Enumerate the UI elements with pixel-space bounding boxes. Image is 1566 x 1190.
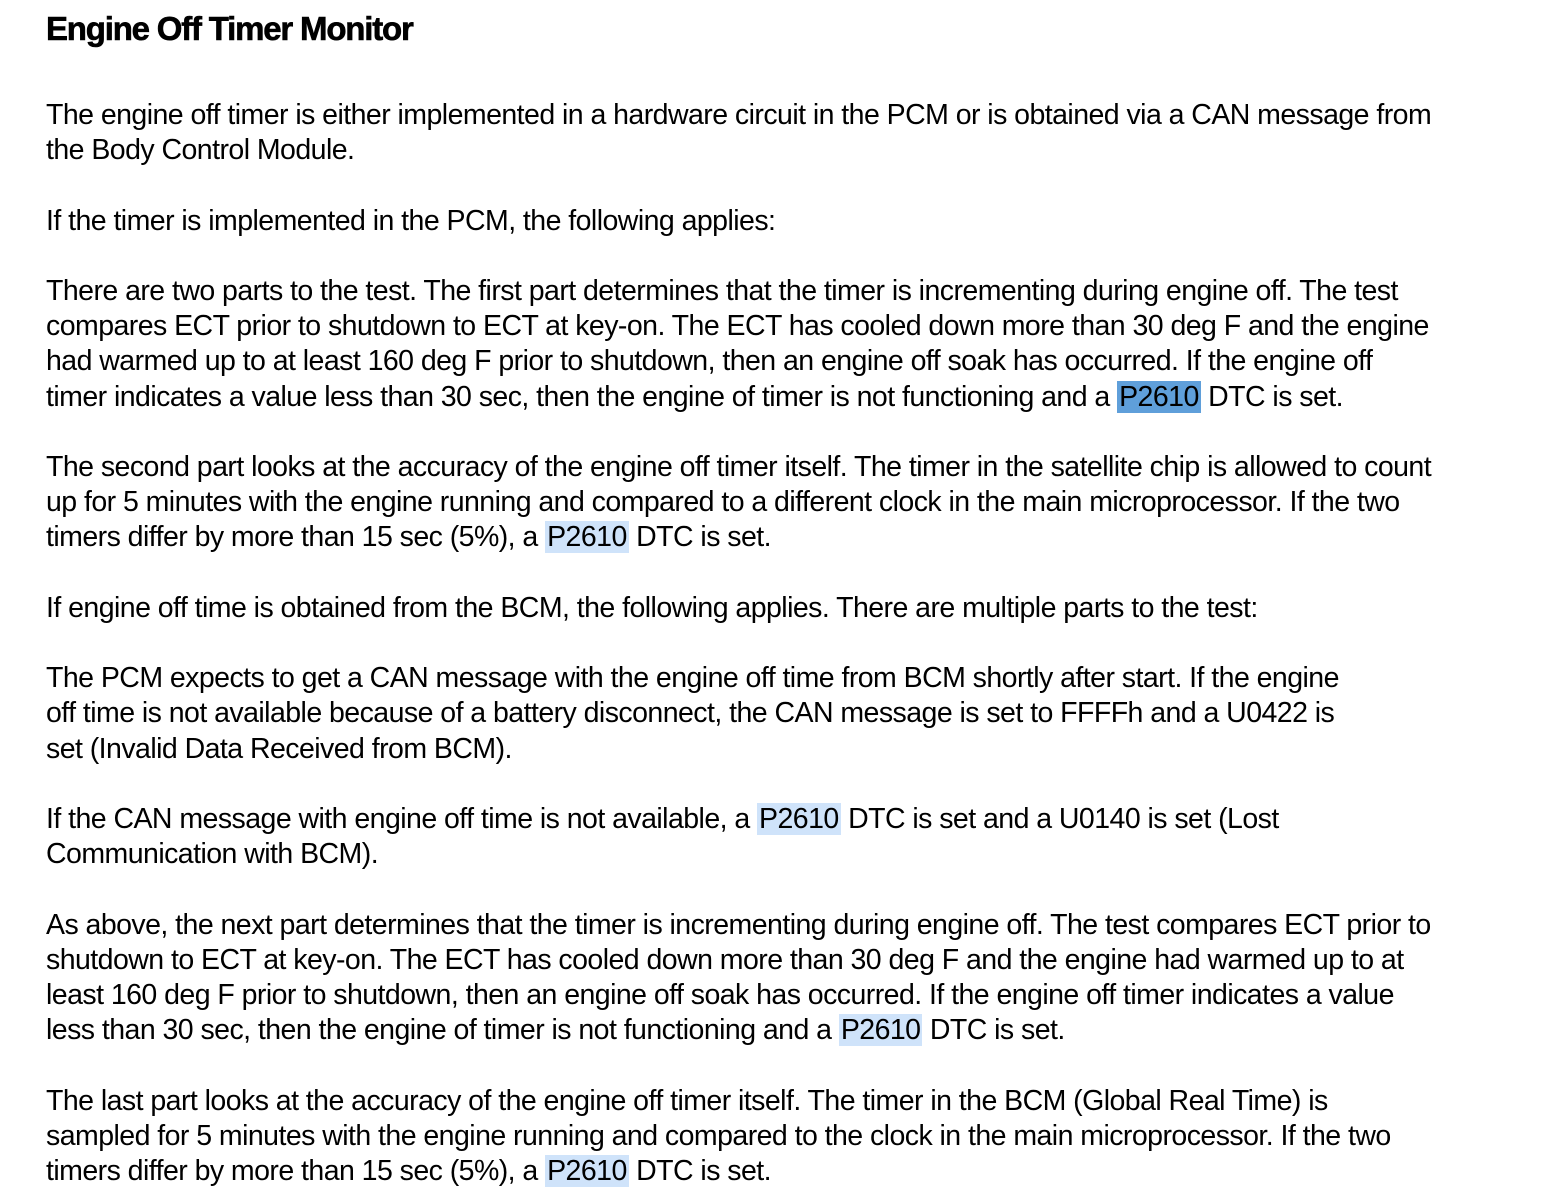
text-line: least 160 deg F prior to shutdown, then an engine off soak has occurred. If the engine off timer indicates a value <box>46 978 1394 1011</box>
document <box>46 8 1526 1189</box>
search-match[interactable]: P2610 <box>840 1014 921 1047</box>
text-line: If the timer is implemented in the PCM, the following applies: <box>46 204 776 237</box>
text-run: DTC is set. <box>628 521 772 554</box>
text-line <box>46 380 1526 415</box>
search-match[interactable]: P2610 <box>759 802 839 835</box>
text-run: timers differ by more than 15 sec (5%), a <box>46 521 546 554</box>
paragraph-can-not-available <box>46 802 1526 872</box>
text-run: DTC is set. <box>628 1154 772 1187</box>
text-line: The second part looks at the accuracy of the engine off timer itself. The timer in the satellite chip is allowed to count <box>46 450 1432 483</box>
text-line: The last part looks at the accuracy of the engine off timer itself. The timer in the BCM (Global Real Time) is <box>46 1084 1328 1117</box>
text-line: set (Invalid Data Received from BCM). <box>46 732 512 765</box>
text-run: timer indicates a value less than 30 sec, then the engine of timer is not functioning and a <box>46 380 1118 413</box>
text-line: The engine off timer is either implemented in a hardware circuit in the PCM or is obtained via a CAN message from <box>46 99 1432 131</box>
text-line <box>46 802 1526 837</box>
paragraph-test-part-one <box>46 274 1526 415</box>
text-line: off time is not available because of a battery disconnect, the CAN message is set to FFFFh and a U0422 is <box>46 697 1335 730</box>
paragraph-last-part <box>46 1084 1526 1190</box>
text-line: sampled for 5 minutes with the engine running and compared to the clock in the main microprocessor. If the two <box>46 1119 1391 1152</box>
text-run: DTC is set. <box>922 1014 1065 1047</box>
search-match-selected[interactable]: P2610 <box>1119 380 1199 413</box>
text-line: shutdown to ECT at key-on. The ECT has cooled down more than 30 deg F and the engine had warmed up to at <box>46 943 1404 976</box>
paragraph-can-message <box>46 661 1526 767</box>
text-line: The PCM expects to get a CAN message with the engine off time from BCM shortly after start. If the engine <box>46 662 1339 695</box>
search-match[interactable]: P2610 <box>547 521 627 554</box>
text-line: up for 5 minutes with the engine running and compared to a different clock in the main microprocessor. If the two <box>46 486 1400 519</box>
text-run: less than 30 sec, then the engine of timer is not functioning and a <box>46 1014 839 1047</box>
paragraph-pcm-applies <box>46 204 1526 239</box>
paragraph-bcm-applies <box>46 591 1526 626</box>
text-line: the Body Control Module. <box>46 134 355 167</box>
text-line: There are two parts to the test. The first part determines that the timer is incrementing during engine off. The test <box>46 274 1398 307</box>
document-title: Engine Off Timer Monitor <box>46 10 413 47</box>
text-run: DTC is set. <box>1200 380 1343 413</box>
text-line: compares ECT prior to shutdown to ECT at key-on. The ECT has cooled down more than 30 deg F and the engine <box>46 310 1429 343</box>
search-match[interactable]: P2610 <box>547 1154 627 1187</box>
text-run: DTC is set and a U0140 is set (Lost <box>840 802 1279 835</box>
text-line <box>46 1013 1526 1048</box>
paragraph-next-part <box>46 908 1526 1049</box>
paragraph-intro <box>46 98 1526 168</box>
text-line <box>46 520 1526 555</box>
text-run: If the CAN message with engine off time is not available, a <box>46 802 758 835</box>
text-run: timers differ by more than 15 sec (5%), a <box>46 1154 546 1187</box>
text-line: If engine off time is obtained from the BCM, the following applies. There are multiple parts to the test: <box>46 591 1258 624</box>
text-line <box>46 1154 1526 1189</box>
paragraph-test-part-two <box>46 450 1526 556</box>
text-line: As above, the next part determines that the timer is incrementing during engine off. The test compares ECT prior to <box>46 908 1431 941</box>
text-line: Communication with BCM). <box>46 838 379 871</box>
text-line: had warmed up to at least 160 deg F prior to shutdown, then an engine off soak has occurred. If the engine off <box>46 345 1373 378</box>
